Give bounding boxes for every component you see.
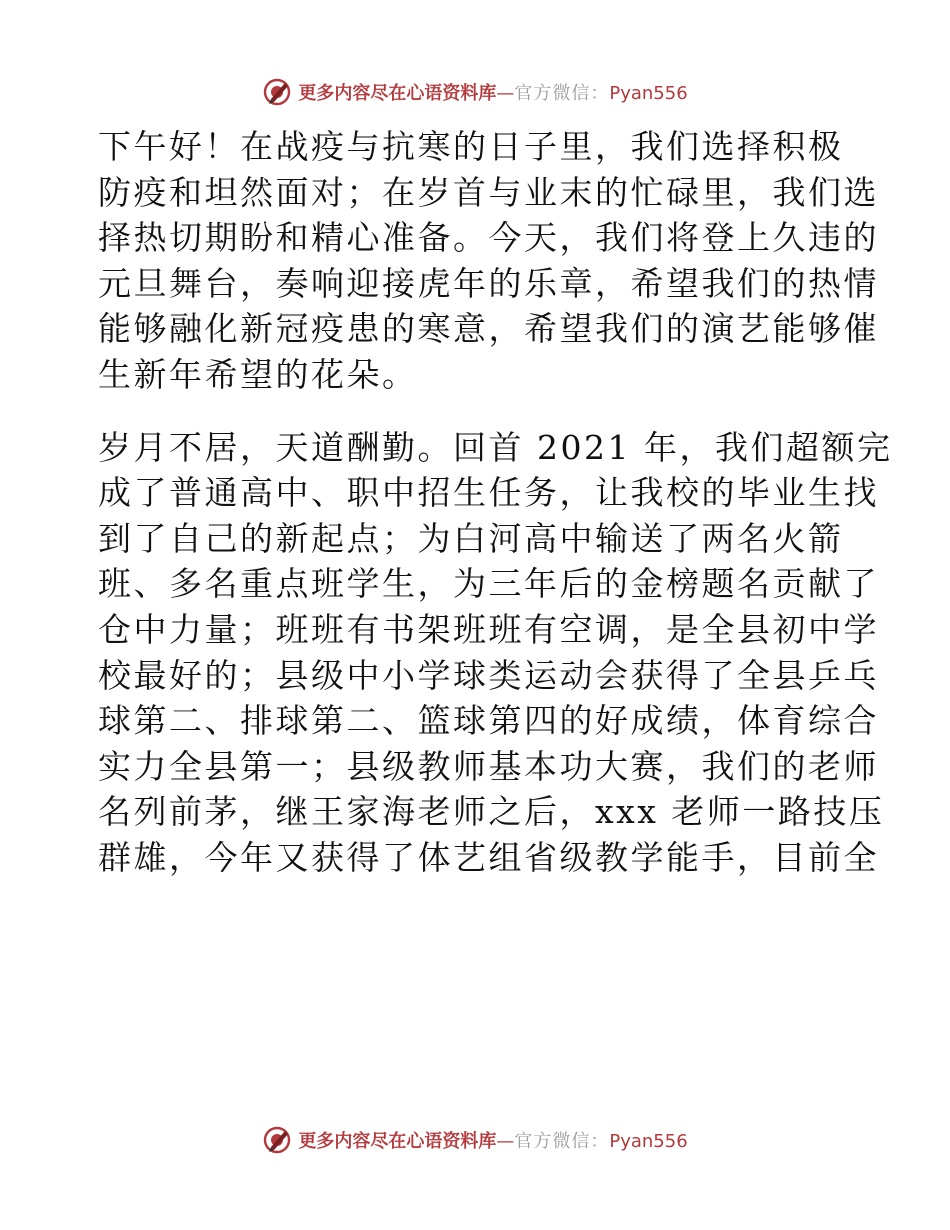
banner-brand: 更多内容尽在心语资料库 [298,83,497,104]
text-line: 成了普通高中、职中招生任务，让我校的毕业生找 [98,473,879,513]
paragraph-greeting [98,124,879,398]
pen-circle-logo-icon [262,1125,292,1155]
text-line: 仓中力量；班班有书架班班有空调，是全县初中学 [98,609,879,649]
paragraph-review [98,425,893,881]
text-line: 生新年希望的花朵。 [98,354,418,394]
text-line: 择热切期盼和精心准备。今天，我们将登上久违的 [98,218,879,258]
banner-dash: — [496,1131,515,1152]
footer-banner [0,1120,950,1160]
text-line: 班、多名重点班学生，为三年后的金榜题名贡献了 [98,564,879,604]
text-line: 群雄，今年又获得了体艺组省级教学能手，目前全 [98,837,879,877]
banner-wechat-id: Pyan556 [609,1131,688,1152]
text-line: 校最好的；县级中小学球类运动会获得了全县乒乓 [98,655,879,695]
document-body [98,124,893,881]
text-line: 元旦舞台，奏响迎接虎年的乐章，希望我们的热情 [98,263,879,303]
banner-official-label: 官方微信： [514,1131,610,1152]
header-banner [0,72,950,112]
text-line: 名列前茅，继王家海老师之后，xxx 老师一路技压 [98,792,885,832]
text-line: 下午好！在战疫与抗寒的日子里，我们选择积极 [98,127,844,166]
banner-text [298,79,687,105]
text-line: 球第二、排球第二、篮球第四的好成绩，体育综合 [98,701,879,741]
text-line: 实力全县第一；县级教师基本功大赛，我们的老师 [98,746,879,786]
banner-official-label: 官方微信： [514,83,610,104]
banner-dash: — [496,83,515,104]
banner-wechat-id: Pyan556 [609,83,688,104]
banner-brand: 更多内容尽在心语资料库 [298,1131,497,1152]
pen-circle-logo-icon [262,77,292,107]
text-line: 防疫和坦然面对；在岁首与业末的忙碌里，我们选 [98,172,879,212]
banner-text [298,1127,687,1153]
text-line: 能够融化新冠疫患的寒意，希望我们的演艺能够催 [98,309,879,349]
text-line: 岁月不居，天道酬勤。回首 2021 年，我们超额完 [98,427,893,467]
text-line: 到了自己的新起点；为白河高中输送了两名火箭 [98,518,844,558]
